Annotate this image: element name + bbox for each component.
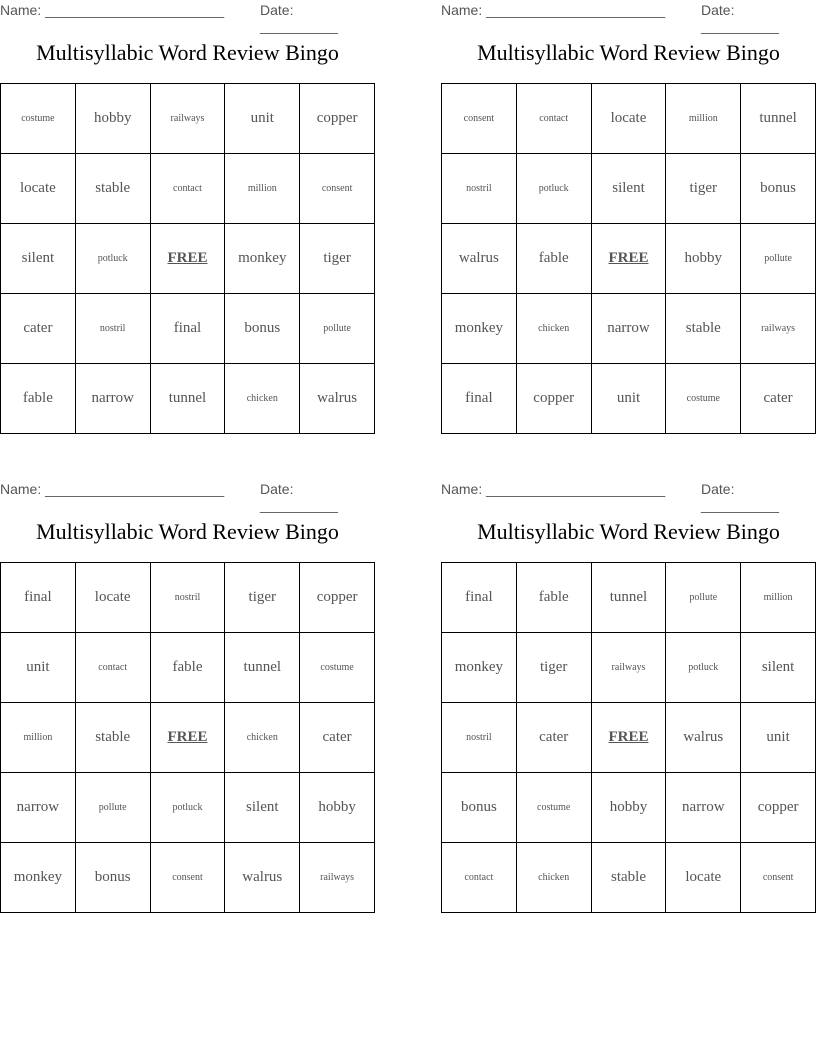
- bingo-cell: fable: [517, 563, 592, 633]
- bingo-cell: copper: [741, 773, 816, 843]
- card-title: Multisyllabic Word Review Bingo: [477, 40, 780, 65]
- bingo-cell: costume: [300, 633, 375, 703]
- bingo-cell: locate: [76, 563, 151, 633]
- bingo-cell: tunnel: [151, 364, 226, 434]
- bingo-cell: tiger: [300, 224, 375, 294]
- header-line: [441, 479, 816, 513]
- bingo-cell: million: [666, 84, 741, 154]
- bingo-cell: hobby: [300, 773, 375, 843]
- free-space-cell: FREE: [151, 224, 226, 294]
- bingo-cell: tiger: [517, 633, 592, 703]
- bingo-cell: copper: [300, 563, 375, 633]
- bingo-cell: unit: [225, 84, 300, 154]
- bingo-cell: stable: [592, 843, 667, 913]
- bingo-cell: costume: [1, 84, 76, 154]
- bingo-cell: railways: [592, 633, 667, 703]
- bingo-cell: monkey: [442, 294, 517, 364]
- bingo-card-1: [0, 0, 375, 406]
- bingo-cell: contact: [76, 633, 151, 703]
- bingo-cell: locate: [1, 154, 76, 224]
- bingo-cell: silent: [592, 154, 667, 224]
- bingo-cell: bonus: [442, 773, 517, 843]
- bingo-cell: monkey: [1, 843, 76, 913]
- bingo-cell: walrus: [666, 703, 741, 773]
- bingo-cell: silent: [1, 224, 76, 294]
- bingo-cell: final: [442, 364, 517, 434]
- bingo-cell: contact: [517, 84, 592, 154]
- bingo-cell: railways: [151, 84, 226, 154]
- bingo-cell: copper: [300, 84, 375, 154]
- name-field: Name: _______________________: [0, 481, 225, 497]
- date-field: Date: __________: [701, 481, 779, 513]
- bingo-cell: walrus: [300, 364, 375, 434]
- free-space-cell: FREE: [592, 703, 667, 773]
- bingo-cell: pollute: [300, 294, 375, 364]
- bingo-cell: fable: [151, 633, 226, 703]
- card-title: Multisyllabic Word Review Bingo: [36, 519, 339, 544]
- bingo-cell: potluck: [151, 773, 226, 843]
- bingo-cell: potluck: [76, 224, 151, 294]
- card-title: Multisyllabic Word Review Bingo: [477, 519, 780, 544]
- bingo-cell: unit: [592, 364, 667, 434]
- header-line: [0, 479, 375, 513]
- bingo-cell: cater: [1, 294, 76, 364]
- bingo-cell: cater: [300, 703, 375, 773]
- bingo-cell: pollute: [76, 773, 151, 843]
- bingo-cell: narrow: [592, 294, 667, 364]
- bingo-cell: chicken: [225, 364, 300, 434]
- bingo-cell: nostril: [76, 294, 151, 364]
- bingo-cell: pollute: [741, 224, 816, 294]
- bingo-cell: tunnel: [592, 563, 667, 633]
- bingo-cell: costume: [517, 773, 592, 843]
- header-line: [441, 0, 816, 34]
- bingo-cell: costume: [666, 364, 741, 434]
- bingo-cell: stable: [76, 703, 151, 773]
- bingo-cell: million: [741, 563, 816, 633]
- bingo-cell: silent: [225, 773, 300, 843]
- date-field: Date: __________: [701, 2, 779, 34]
- bingo-cell: railways: [741, 294, 816, 364]
- bingo-cell: chicken: [517, 294, 592, 364]
- bingo-cell: unit: [1, 633, 76, 703]
- bingo-cell: cater: [517, 703, 592, 773]
- bingo-grid: [441, 562, 816, 913]
- bingo-grid: [0, 83, 375, 434]
- free-space-cell: FREE: [592, 224, 667, 294]
- bingo-cell: chicken: [225, 703, 300, 773]
- bingo-cell: consent: [151, 843, 226, 913]
- bingo-cell: stable: [76, 154, 151, 224]
- bingo-cell: final: [151, 294, 226, 364]
- bingo-card-3: [0, 479, 375, 885]
- header-line: [0, 0, 375, 34]
- bingo-cell: bonus: [225, 294, 300, 364]
- name-field: Name: _______________________: [0, 2, 225, 18]
- bingo-cell: potluck: [517, 154, 592, 224]
- bingo-grid: [441, 83, 816, 434]
- bingo-cell: tiger: [225, 563, 300, 633]
- bingo-cell: railways: [300, 843, 375, 913]
- bingo-cell: potluck: [666, 633, 741, 703]
- bingo-cell: million: [225, 154, 300, 224]
- bingo-cell: silent: [741, 633, 816, 703]
- bingo-card-4: [441, 479, 816, 885]
- bingo-cell: million: [1, 703, 76, 773]
- bingo-cell: consent: [300, 154, 375, 224]
- bingo-cell: tiger: [666, 154, 741, 224]
- bingo-cell: bonus: [741, 154, 816, 224]
- bingo-cell: stable: [666, 294, 741, 364]
- bingo-cell: narrow: [666, 773, 741, 843]
- bingo-card-2: [441, 0, 816, 406]
- bingo-cell: consent: [741, 843, 816, 913]
- bingo-cell: monkey: [442, 633, 517, 703]
- bingo-cell: bonus: [76, 843, 151, 913]
- bingo-cell: fable: [1, 364, 76, 434]
- card-title: Multisyllabic Word Review Bingo: [36, 40, 339, 65]
- bingo-cell: nostril: [151, 563, 226, 633]
- bingo-cell: narrow: [76, 364, 151, 434]
- bingo-cell: cater: [741, 364, 816, 434]
- bingo-cell: pollute: [666, 563, 741, 633]
- bingo-cell: hobby: [592, 773, 667, 843]
- bingo-cell: tunnel: [225, 633, 300, 703]
- bingo-cell: hobby: [76, 84, 151, 154]
- bingo-cell: nostril: [442, 154, 517, 224]
- bingo-cell: consent: [442, 84, 517, 154]
- bingo-cell: contact: [442, 843, 517, 913]
- free-space-cell: FREE: [151, 703, 226, 773]
- bingo-cell: walrus: [442, 224, 517, 294]
- name-field: Name: _______________________: [441, 481, 666, 497]
- bingo-cell: locate: [592, 84, 667, 154]
- bingo-cell: narrow: [1, 773, 76, 843]
- bingo-cell: locate: [666, 843, 741, 913]
- bingo-cell: final: [1, 563, 76, 633]
- bingo-cell: hobby: [666, 224, 741, 294]
- date-field: Date: __________: [260, 2, 338, 34]
- bingo-cell: fable: [517, 224, 592, 294]
- date-field: Date: __________: [260, 481, 338, 513]
- bingo-cell: contact: [151, 154, 226, 224]
- bingo-cell: walrus: [225, 843, 300, 913]
- bingo-cell: final: [442, 563, 517, 633]
- name-field: Name: _______________________: [441, 2, 666, 18]
- bingo-cell: nostril: [442, 703, 517, 773]
- bingo-cell: copper: [517, 364, 592, 434]
- bingo-cell: monkey: [225, 224, 300, 294]
- bingo-cell: tunnel: [741, 84, 816, 154]
- bingo-cell: unit: [741, 703, 816, 773]
- bingo-grid: [0, 562, 375, 913]
- bingo-cell: chicken: [517, 843, 592, 913]
